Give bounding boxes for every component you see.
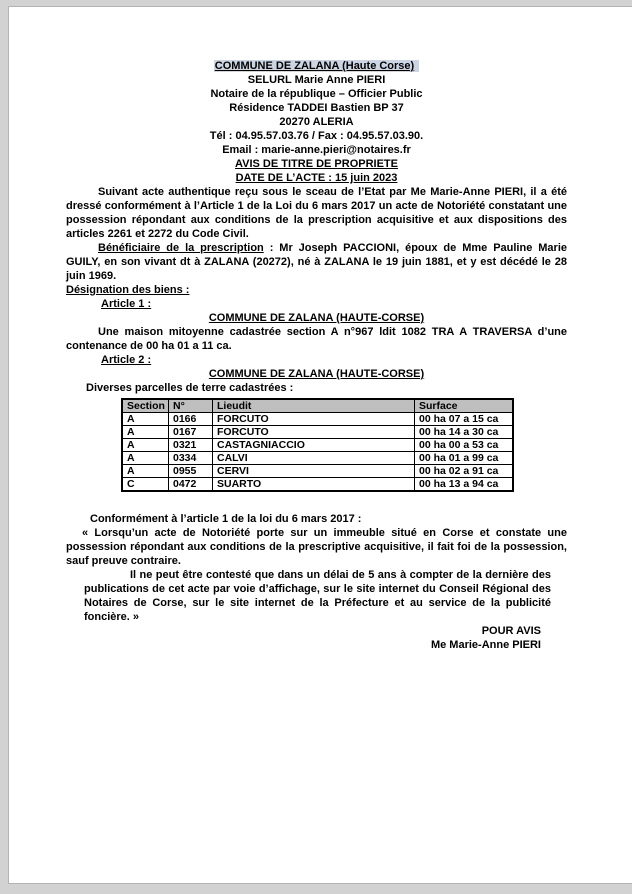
notary-city-line: 20270 ALERIA [279, 116, 354, 128]
table-cell-surface: 00 ha 14 a 30 ca [415, 426, 514, 439]
table-cell-lieudit: CERVI [213, 465, 415, 478]
paragraph-beneficiaire [66, 241, 567, 283]
paragraph-quote-1: « Lorsqu’un acte de Notoriété porte sur un immeuble situé en Corse et constate une possession répondant aux conditions de la prescriptive acquisitive, il fait foi de la possession, sauf preuve contraire. [66, 527, 567, 567]
table-cell-num: 0955 [169, 465, 213, 478]
designation-heading: Désignation des biens : [66, 284, 190, 296]
commune-title-highlight: COMMUNE DE ZALANA (Haute Corse) [214, 60, 419, 72]
article-2-label: Article 2 : [101, 354, 152, 366]
document-content [66, 59, 567, 652]
table-cell-surface: 00 ha 07 a 15 ca [415, 413, 514, 426]
notary-name-line: SELURL Marie Anne PIERI [247, 74, 386, 86]
parcelles-table [121, 398, 514, 492]
pour-avis-line: POUR AVIS [481, 625, 541, 637]
table-cell-lieudit: CASTAGNIACCIO [213, 439, 415, 452]
table-cell-num: 0166 [169, 413, 213, 426]
table-row [122, 426, 513, 439]
table-cell-section: A [122, 426, 169, 439]
table-cell-lieudit: FORCUTO [213, 426, 415, 439]
table-header-lieudit: Lieudit [213, 399, 415, 413]
table-row [122, 452, 513, 465]
signature-block [66, 624, 567, 652]
table-cell-section: A [122, 439, 169, 452]
table-row [122, 439, 513, 452]
commune-heading-1: COMMUNE DE ZALANA (HAUTE-CORSE) [208, 312, 425, 324]
table-cell-section: A [122, 413, 169, 426]
paragraph-conformement: Conformément à l’article 1 de la loi du 6 mars 2017 : [90, 513, 362, 525]
table-cell-section: C [122, 478, 169, 492]
table-cell-section: A [122, 465, 169, 478]
table-row [122, 413, 513, 426]
act-date-line: DATE DE L’ACTE : 15 juin 2023 [235, 172, 398, 184]
paragraph-acte-authentique: Suivant acte authentique reçu sous le sceau de l’Etat par Me Marie-Anne PIERI, il a été dressé conformément à l’Article 1 de la Loi du 6 mars 2017 un acte de Notoriété constatant une possession répondant aux conditions de la prescription acquisitive et aux dispositions des articles 2261 et 2272 du Code Civil. [66, 186, 567, 240]
table-cell-surface: 00 ha 00 a 53 ca [415, 439, 514, 452]
notary-phone-line: Tél : 04.95.57.03.76 / Fax : 04.95.57.03.90. [209, 130, 424, 142]
paragraph-maison: Une maison mitoyenne cadastrée section A n°967 ldit 1082 TRA A TRAVERSA d’une contenance de 00 ha 01 a 11 ca. [66, 326, 567, 352]
article-1-label: Article 1 : [101, 298, 152, 310]
signature-name-line: Me Marie-Anne PIERI [430, 639, 541, 651]
table-header-num: N° [169, 399, 213, 413]
table-cell-num: 0167 [169, 426, 213, 439]
notary-address-line: Résidence TADDEI Bastien BP 37 [229, 102, 404, 114]
table-header-row [122, 399, 513, 413]
header-block [66, 59, 567, 185]
commune-title-line [66, 59, 567, 73]
table-cell-section: A [122, 452, 169, 465]
table-row [122, 465, 513, 478]
notice-title: AVIS DE TITRE DE PROPRIETE [235, 158, 398, 170]
table-cell-num: 0321 [169, 439, 213, 452]
table-cell-lieudit: SUARTO [213, 478, 415, 492]
beneficiaire-text: : Mr Joseph PACCIONI, époux de Mme Pauline Marie GUILY, en son vivant dt à ZALANA (20272), né à ZALANA le 19 juin 1881, et y est décédé le 28 juin 1969. [66, 242, 567, 282]
table-header-section: Section [122, 399, 169, 413]
commune-heading-2: COMMUNE DE ZALANA (HAUTE-CORSE) [208, 368, 425, 380]
table-cell-num: 0334 [169, 452, 213, 465]
table-cell-surface: 00 ha 13 a 94 ca [415, 478, 514, 492]
table-cell-lieudit: CALVI [213, 452, 415, 465]
table-header-surface: Surface [415, 399, 514, 413]
beneficiaire-label: Bénéficiaire de la prescription [98, 242, 264, 254]
table-cell-surface: 00 ha 01 a 99 ca [415, 452, 514, 465]
table-cell-num: 0472 [169, 478, 213, 492]
document-page [8, 6, 632, 884]
table-cell-surface: 00 ha 02 a 91 ca [415, 465, 514, 478]
notary-role-line: Notaire de la république – Officier Public [210, 88, 423, 100]
vertical-spacer [66, 492, 567, 512]
table-row [122, 478, 513, 492]
paragraph-quote-2: Il ne peut être contesté que dans un délai de 5 ans à compter de la dernière des publications de cet acte par voie d’affichage, sur le site internet du Conseil Régional des Notaires de Corse, sur le site internet de la Préfecture et au service de la publicité foncière. » [84, 569, 551, 623]
notary-email-line: Email : marie-anne.pieri@notaires.fr [222, 144, 411, 156]
parcelles-intro: Diverses parcelles de terre cadastrées : [86, 382, 294, 394]
table-cell-lieudit: FORCUTO [213, 413, 415, 426]
